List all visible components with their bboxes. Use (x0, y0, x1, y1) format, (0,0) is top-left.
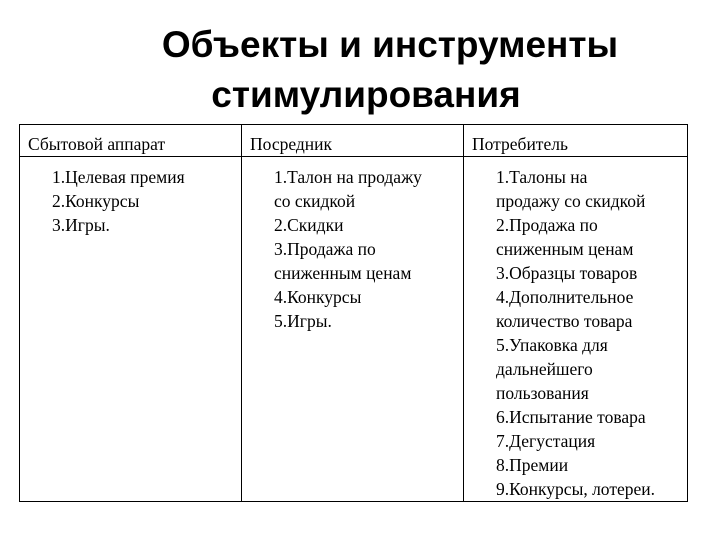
list-item: 1.Целевая премия (52, 167, 185, 187)
list-item: со скидкой (274, 191, 356, 211)
list-item: 4.Конкурсы (274, 287, 362, 307)
list-item: 2.Скидки (274, 215, 344, 235)
list-item: количество товара (496, 311, 633, 331)
list-item: 5.Упаковка для (496, 335, 608, 355)
header-sales-staff: Сбытовой аппарат (20, 125, 242, 157)
list-item: 4.Дополнительное (496, 287, 634, 307)
list-item: 8.Премии (496, 455, 569, 475)
list-item: продажу со скидкой (496, 191, 646, 211)
list-item: сниженным ценам (496, 239, 634, 259)
incentives-table (19, 124, 688, 502)
table-header-row (20, 125, 688, 157)
list-item: сниженным ценам (274, 263, 412, 283)
list-item: 2.Конкурсы (52, 191, 140, 211)
list-item: 2.Продажа по (496, 215, 598, 235)
title-line-2: стимулирования (211, 74, 521, 115)
list-item: 7.Дегустация (496, 431, 596, 451)
list-item: 5.Игры. (274, 311, 332, 331)
title-line-1: Объекты и инструменты (161, 24, 619, 65)
cell-sales-staff-tools (20, 157, 242, 502)
slide-title (0, 20, 720, 120)
list-item: 3.Продажа по (274, 239, 376, 259)
list-item: 9.Конкурсы, лотереи. (496, 479, 655, 499)
cell-intermediary-tools (242, 157, 464, 502)
list-item: 3.Игры. (52, 215, 110, 235)
list-item: 6.Испытание товара (496, 407, 646, 427)
list-item: 1.Талоны на (496, 167, 588, 187)
header-intermediary: Посредник (242, 125, 464, 157)
list-item: 3.Образцы товаров (496, 263, 638, 283)
cell-consumer-tools (464, 157, 688, 502)
list-item: дальнейшего (496, 359, 593, 379)
table-body-row (20, 157, 688, 502)
list-item: 1.Талон на продажу (274, 167, 422, 187)
header-consumer: Потребитель (464, 125, 688, 157)
list-item: пользования (496, 383, 589, 403)
